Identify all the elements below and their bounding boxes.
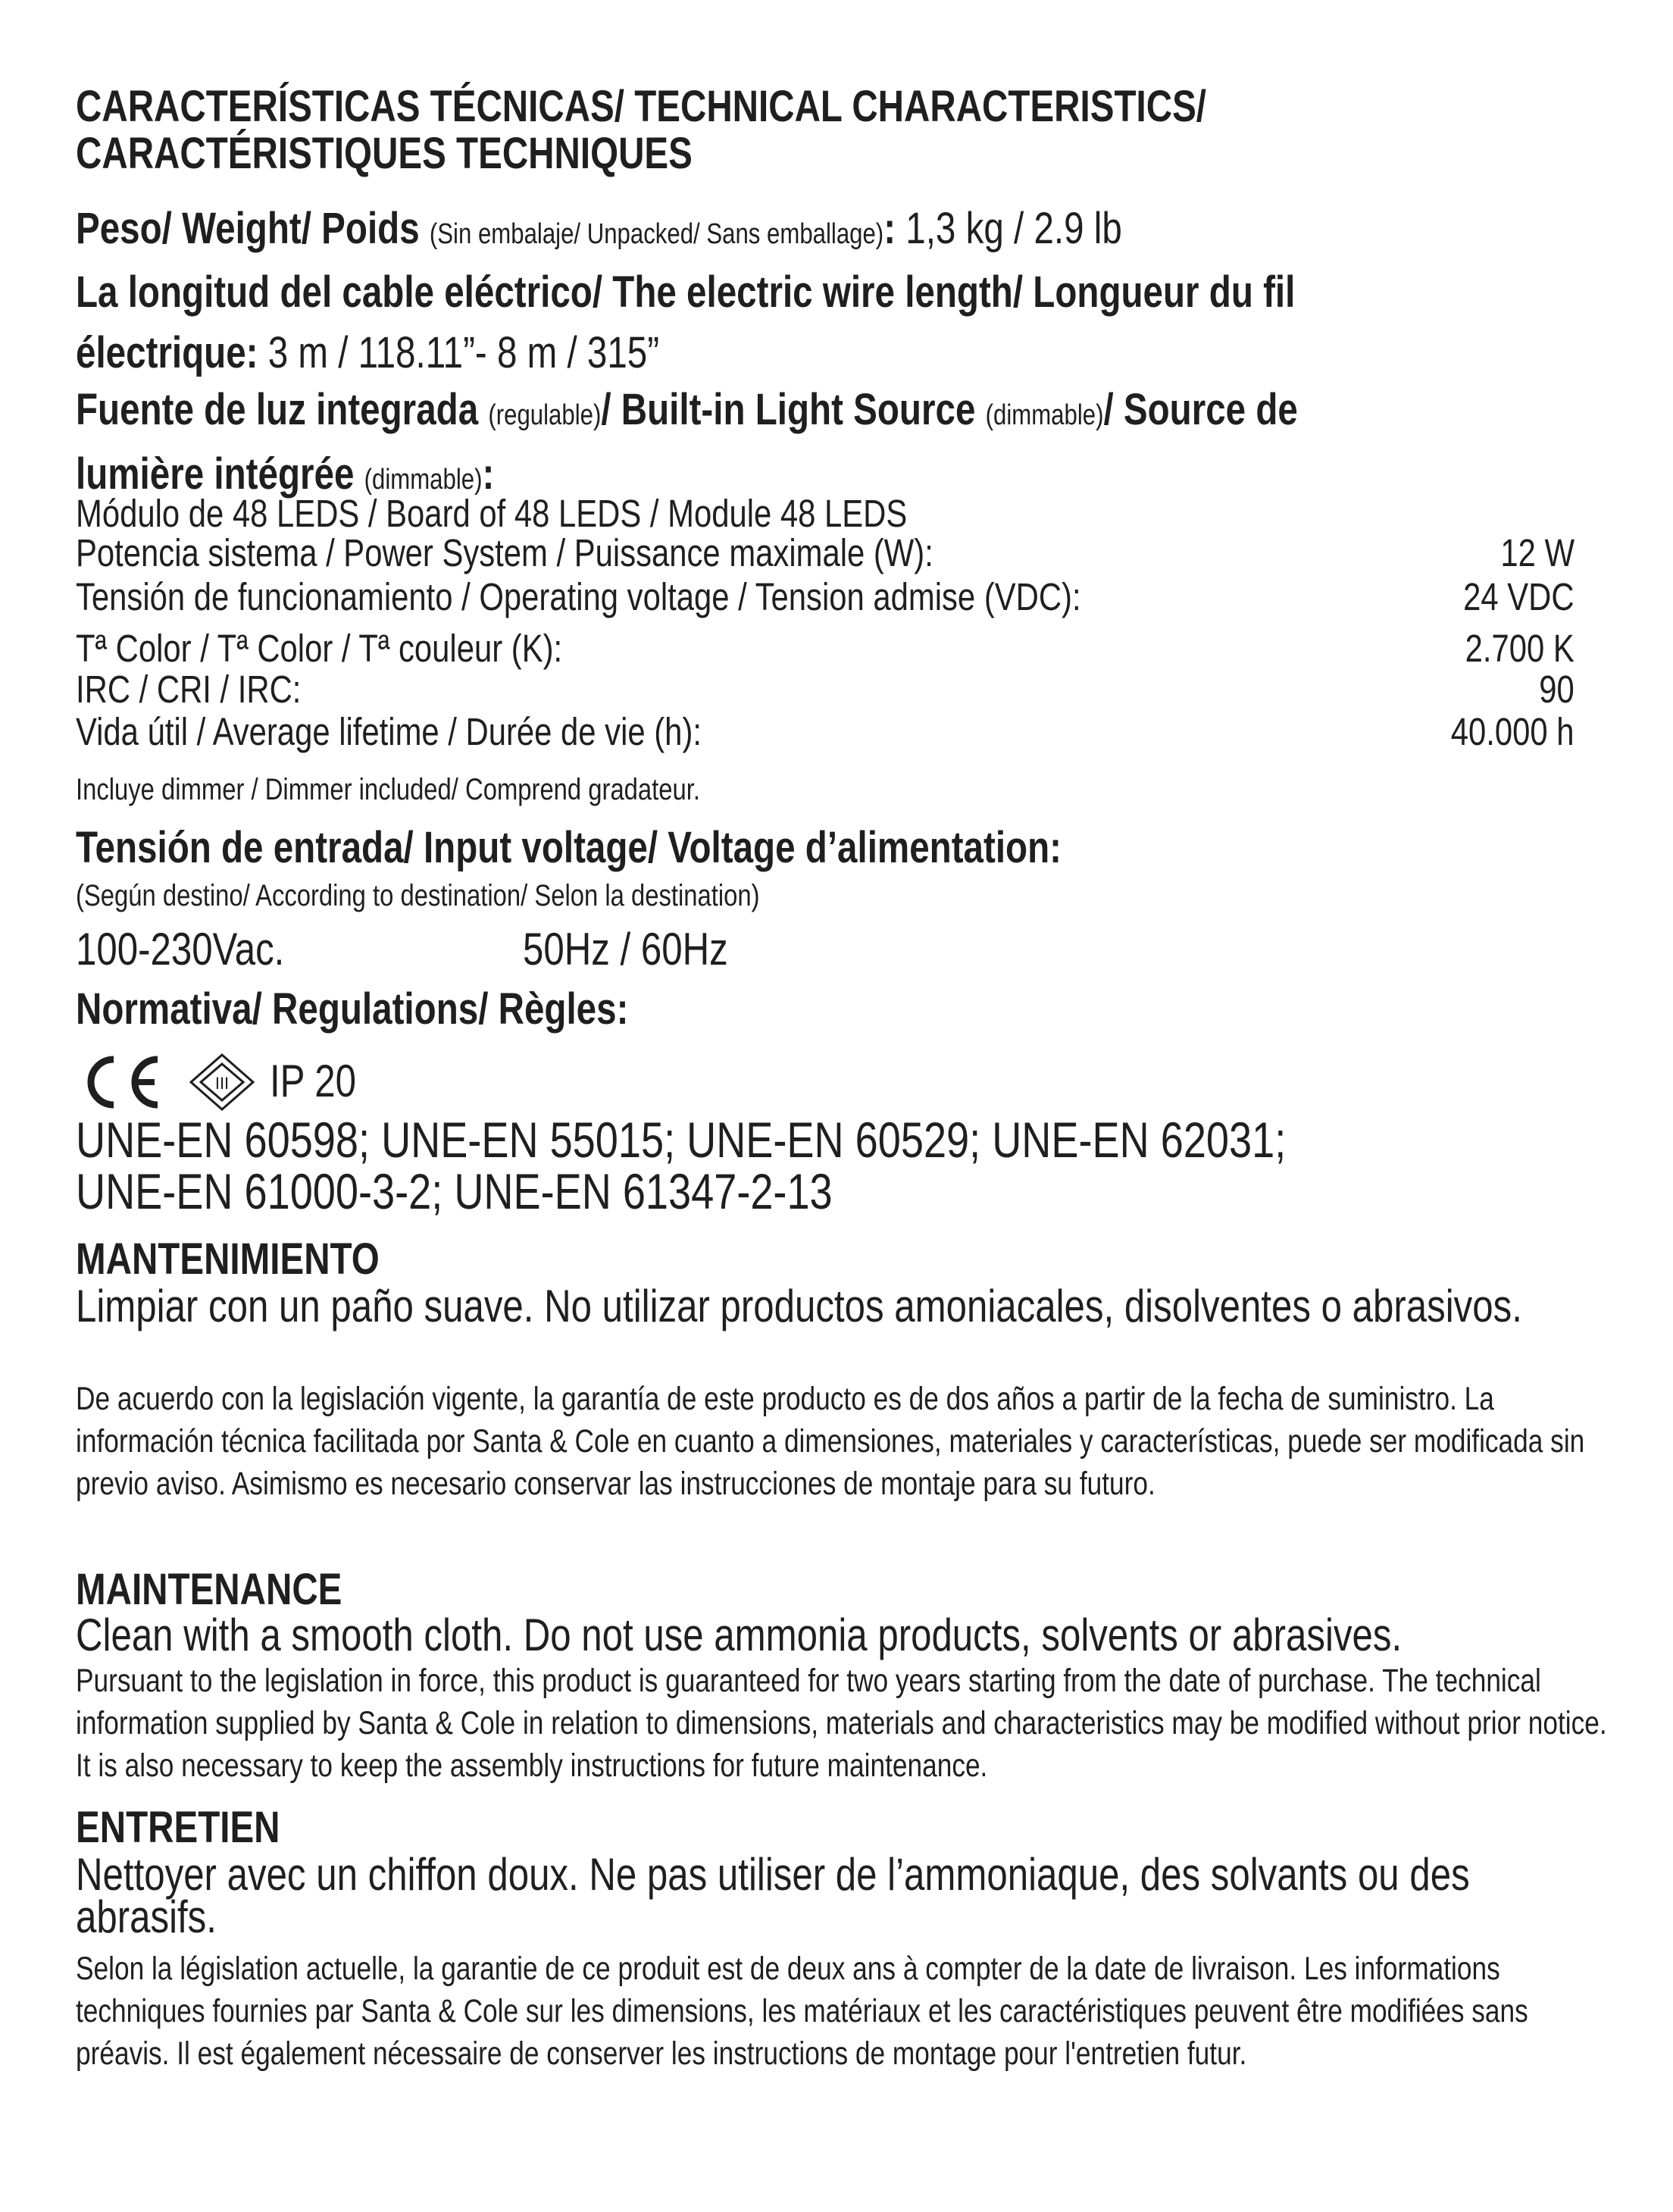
weight-label: Peso/ Weight/ Poids [76,204,420,253]
maintenance-en-lead: Clean with a smooth cloth. Do not use ammonia products, solvents or abrasives. [76,1610,1403,1660]
maintenance-fr-heading: ENTRETIEN [76,1803,280,1852]
spec-label: Vida útil / Average lifetime / Durée de vie (h): [76,710,702,753]
spec-label: Tensión de funcionamiento / Operating voltage / Tension admise (VDC): [76,575,1081,618]
cable-value: 3 m / 118.11”- 8 m / 315” [267,328,660,377]
input-voltage-heading: Tensión de entrada/ Input voltage/ Voltage d’alimentation: [76,823,1062,872]
standards-list [76,1114,1286,1217]
light-source-label-fr-2: lumière intégrée [76,449,355,499]
light-source-label-fr: / Source de [1103,385,1298,434]
weight-row [76,203,1122,254]
light-source-label-en: / Built-in Light Source [601,385,976,434]
spec-value: 2.700 K [1465,627,1574,670]
spec-label: Tª Color / Tª Color / Tª couleur (K): [76,627,563,670]
title-line-2: CARACTÉRISTIQUES TECHNIQUES [76,129,693,178]
light-source-note-es: (regulable) [488,399,602,431]
maintenance-es-heading: MANTENIMIENTO [76,1234,380,1284]
maintenance-en-heading: MAINTENANCE [76,1565,342,1614]
spec-row-cri [76,667,1574,711]
standards-line-1: UNE-EN 60598; UNE-EN 55015; UNE-EN 60529; UNE-EN 62031; [76,1112,1287,1168]
spec-row-power [76,530,1574,574]
input-voltage-note: (Según destino/ According to destination/ Selon la destination) [76,879,760,912]
maintenance-es-lead: Limpiar con un paño suave. No utilizar productos amoniacales, disolventes o abrasivos. [76,1281,1522,1331]
light-source-colon: : [482,449,495,499]
class-iii-symbol-icon [188,1052,256,1112]
standards-line-2: UNE-EN 61000-3-2; UNE-EN 61347-2-13 [76,1163,833,1219]
spec-row-lifetime [76,709,1574,753]
light-source-note-en: (dimmable) [985,399,1104,431]
spec-value: 24 VDC [1463,575,1574,618]
light-source-label-es: Fuente de luz integrada [76,385,479,434]
weight-colon: : [883,204,896,253]
title-line-1: CARACTERÍSTICAS TÉCNICAS/ TECHNICAL CHARACTERISTICS/ [76,82,1207,131]
cable-label-line-1: La longitud del cable eléctrico/ The electric wire length/ Longueur du fil [76,268,1296,317]
cable-length [76,262,1295,383]
spec-label: IRC / CRI / IRC: [76,668,302,711]
light-source-heading [76,380,1298,509]
input-frequency-value: 50Hz / 60Hz [523,924,728,975]
dimmer-note: Incluye dimmer / Dimmer included/ Comprend gradateur. [76,773,700,806]
ip-rating: IP 20 [270,1056,356,1106]
spec-value: 12 W [1500,531,1574,574]
ce-mark-icon [76,1053,167,1111]
cable-label-line-2: électrique: [76,328,258,377]
input-voltage-value: 100-230Vac. [76,924,285,975]
maintenance-fr-body: Selon la législation actuelle, la garantie de ce produit est de deux ans à compter de la date de livraison. Les informations techniques fournies par Santa & Cole sur les dimensions, les matériaux et les caractéristiques peuvent être modifiées sans préavis. Il est également nécessaire de conserver les instructions de montage pour l'entretien futur. [76,1951,1528,2072]
spec-row-voltage [76,574,1574,618]
spec-value: 40.000 h [1451,710,1574,753]
regulations-heading: Normativa/ Regulations/ Règles: [76,984,629,1034]
spec-label: Potencia sistema / Power System / Puissance maximale (W): [76,531,933,574]
maintenance-es-body: De acuerdo con la legislación vigente, la garantía de este producto es de dos años a partir de la fecha de suministro. La información técnica facilitada por Santa & Cole en cuanto a dimensiones, materiales y características, puede ser modificada sin previo aviso. Asimismo es necesario conservar las instrucciones de montaje para su futuro. [76,1381,1585,1502]
weight-value: 1,3 kg / 2.9 lb [905,204,1122,253]
light-source-note-fr: (dimmable) [364,464,483,496]
weight-note: (Sin embalaje/ Unpacked/ Sans emballage) [429,218,884,250]
class-iii-label: III [214,1074,230,1093]
led-module: Módulo de 48 LEDS / Board of 48 LEDS / Module 48 LEDS [76,492,908,535]
maintenance-fr-lead: Nettoyer avec un chiffon doux. Ne pas utiliser de l’ammoniaque, des solvants ou des abrasifs. [76,1849,1470,1942]
spec-value: 90 [1539,668,1574,711]
page-title [76,83,1206,177]
spec-row-color-temp [76,626,1574,670]
maintenance-en-body: Pursuant to the legislation in force, this product is guaranteed for two years starting from the date of purchase. The technical information supplied by Santa & Cole in relation to dimensions, materials and characteristics may be modified without prior notice. It is also necessary to keep the assembly instructions for future maintenance. [76,1663,1607,1784]
